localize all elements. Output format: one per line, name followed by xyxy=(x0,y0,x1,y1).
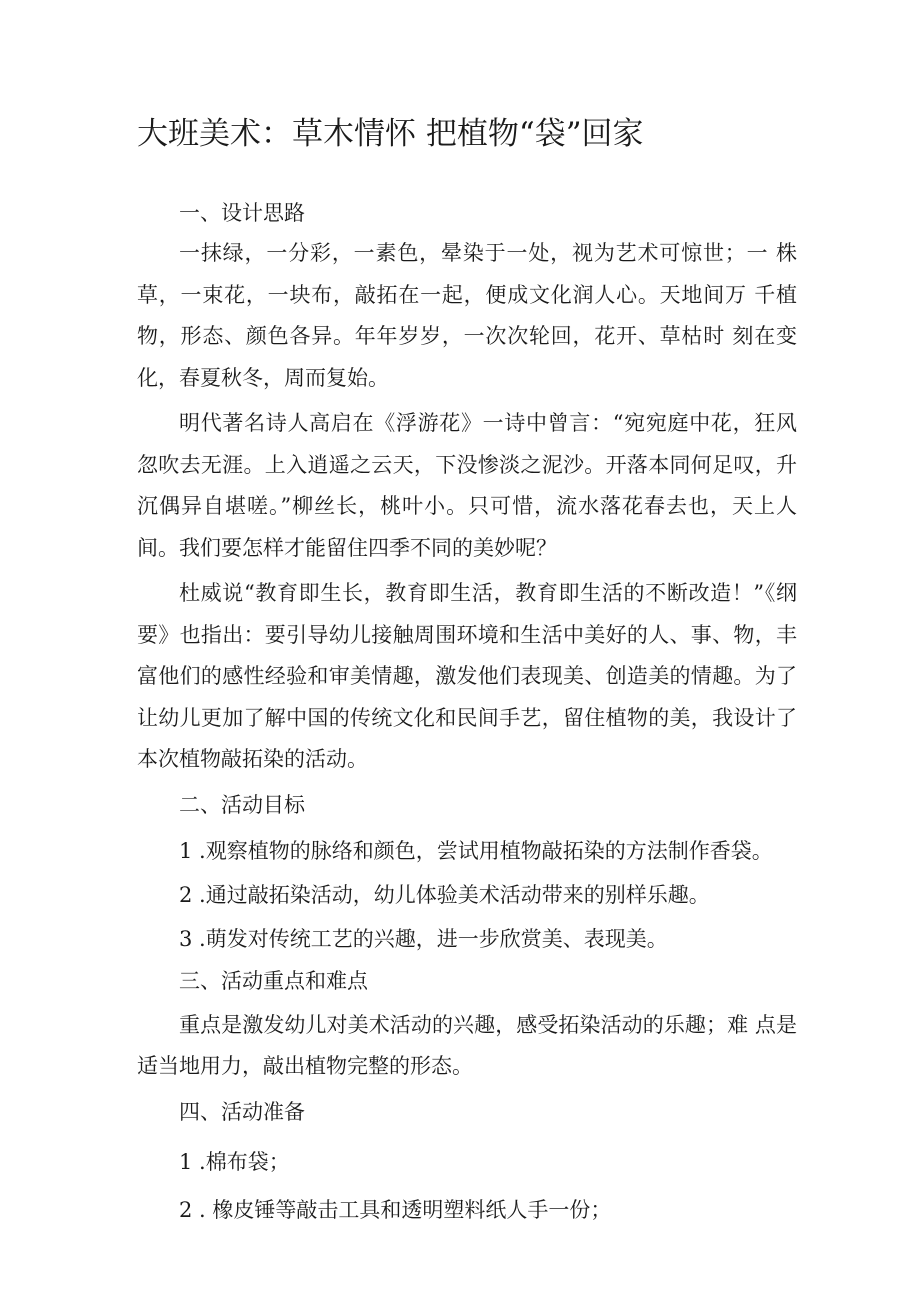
section-heading-focus: 三、活动重点和难点 xyxy=(179,968,368,993)
section-heading-design: 一、设计思路 xyxy=(179,201,305,225)
paragraph-focus: 重点是激发幼儿对美术活动的兴趣，感受拓染活动的乐趣；难 点是适当地用力，敲出植物完整的形态。 xyxy=(137,1012,797,1078)
paragraph-design-intro: 一抹绿，一分彩，一素色，晕染于一处，视为艺术可惊世；一 株草，一束花，一块布，敲拓在一起，便成文化润人心。天地间万 千植物，形态、颜色各异。年年岁岁，一次次轮回，花开、草枯时 刻在变化，春夏秋冬，周而复始。 xyxy=(137,241,797,390)
preparation-item: 1 .棉布袋； xyxy=(179,1149,290,1174)
paragraph-poem: 明代著名诗人高启在《浮游花》一诗中曾言：“宛宛庭中花，狂风忽吹去无涯。上入逍遥之云天，下没惨淡之泥沙。开落本同何足叹，升沉偶异自堪嗟。”柳丝长，桃叶小。只可惜，流水落花春去也，天上人间。我们要怎样才能留住四季不同的美妙呢？ xyxy=(137,411,797,560)
document-body xyxy=(137,193,797,1232)
goal-item: 3 .萌发对传统工艺的兴趣，进一步欣赏美、表现美。 xyxy=(179,926,668,951)
document-title: 大班美术：草木情怀 把植物“袋”回家 xyxy=(137,116,644,152)
paragraph-dewey: 杜威说“教育即生长，教育即生活，教育即生活的不断改造！”《纲要》也指出：要引导幼儿接触周围环境和生活中美好的人、事、物，丰富他们的感性经验和审美情趣，激发他们表现美、创造美的情趣。为了让幼儿更加了解中国的传统文化和民间手艺，留住植物的美，我设计了本次植物敲拓染的活动。 xyxy=(137,581,797,771)
goal-item: 1 .观察植物的脉络和颜色，尝试用植物敲拓染的方法制作香袋。 xyxy=(179,838,773,863)
goal-item: 2 .通过敲拓染活动，幼儿体验美术活动带来的别样乐趣。 xyxy=(179,882,710,907)
section-heading-preparation: 四、活动准备 xyxy=(179,1099,305,1124)
preparation-item: 2 . 橡皮锤等敲击工具和透明塑料纸人手一份； xyxy=(179,1197,612,1222)
section-heading-goals: 二、活动目标 xyxy=(179,792,305,817)
